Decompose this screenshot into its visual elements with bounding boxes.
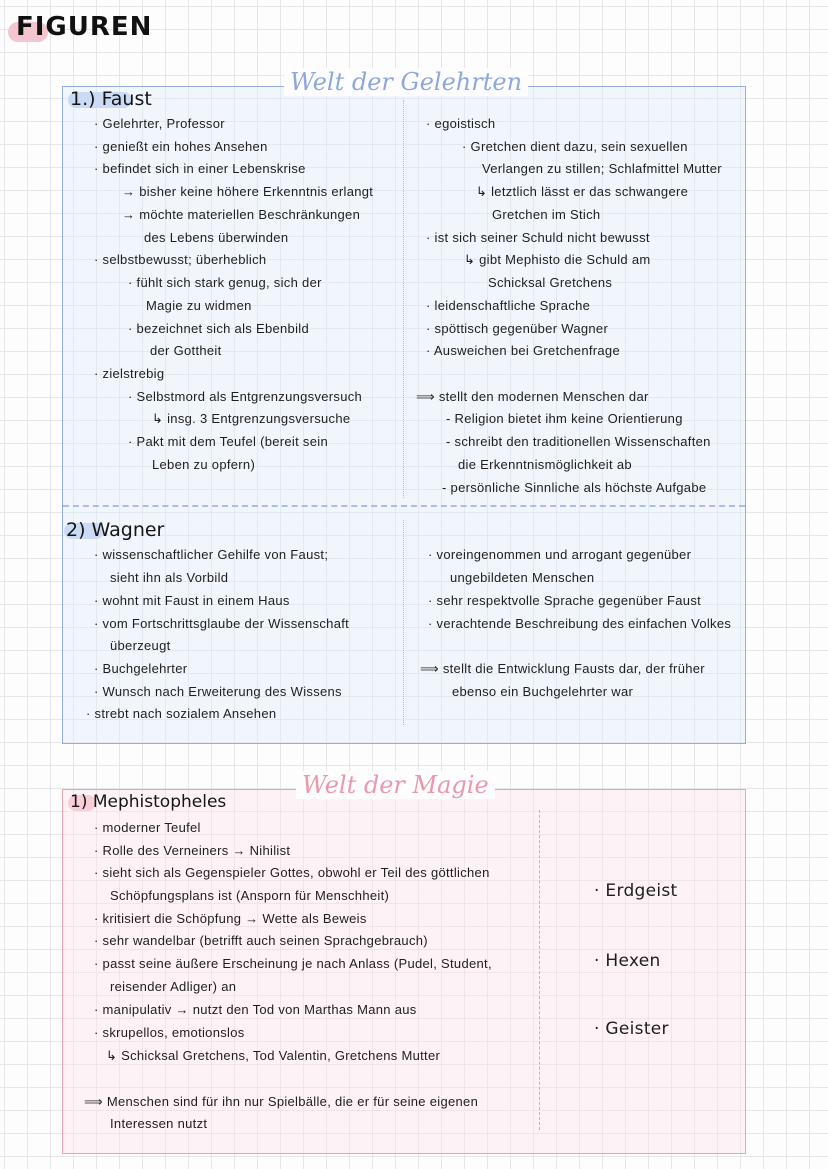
mephisto-line: · sieht sich als Gegenspieler Gottes, obwohl er Teil des göttlichen	[94, 865, 490, 880]
faust-left-line: · befindet sich in einer Lebenskrise	[94, 161, 306, 176]
wagner-heading-text: 2) Wagner	[66, 519, 165, 541]
page-title-text: FIGUREN	[16, 12, 153, 42]
scholars-world-title: Welt der Gelehrten	[284, 68, 528, 96]
faust-left-line: Leben zu opfern)	[152, 457, 256, 472]
wagner-left-line: · Wunsch nach Erweiterung des Wissens	[94, 684, 342, 699]
mephisto-line: · manipulativ → nutzt den Tod von Marthas Mann aus	[94, 1002, 417, 1017]
mephisto-conclusion: ⟹ Menschen sind für ihn nur Spielbälle, die er für seine eigenen	[84, 1094, 479, 1109]
faust-right-line: - Religion bietet ihm keine Orientierung	[446, 411, 683, 426]
faust-left-line: · Pakt mit dem Teufel (bereit sein	[128, 434, 328, 449]
faust-left-line: · bezeichnet sich als Ebenbild	[128, 321, 309, 336]
magic-being-item: · Geister	[594, 1019, 669, 1039]
faust-left-line: ↳ insg. 3 Entgrenzungsversuche	[152, 411, 351, 426]
mephisto-heading	[70, 791, 226, 813]
magic-being-item: · Hexen	[594, 951, 661, 971]
wagner-heading	[66, 519, 164, 541]
faust-right-line: · Gretchen dient dazu, sein sexuellen	[462, 139, 688, 154]
faust-left-line: · selbstbewusst; überheblich	[94, 252, 267, 267]
wagner-conclusion: ⟹ stellt die Entwicklung Fausts dar, der früher	[420, 661, 705, 676]
faust-right-line: · leidenschaftliche Sprache	[426, 298, 591, 313]
wagner-left-line: · wissenschaftlicher Gehilfe von Faust;	[94, 547, 329, 562]
wagner-right-line: ungebildeten Menschen	[450, 570, 595, 585]
mephisto-line: reisender Adliger) an	[110, 979, 237, 994]
mephisto-line: · passt seine äußere Erscheinung je nach Anlass (Pudel, Student,	[94, 956, 492, 971]
faust-heading	[70, 88, 152, 110]
faust-left-line: · genießt ein hohes Ansehen	[94, 139, 268, 154]
faust-left-line: · zielstrebig	[94, 366, 165, 381]
wagner-left-line: · vom Fortschrittsglaube der Wissenschaft	[94, 616, 350, 631]
faust-left-line: Magie zu widmen	[146, 298, 252, 313]
wagner-left-line: überzeugt	[110, 638, 171, 653]
wagner-right-line: ebenso ein Buchgelehrter war	[452, 684, 634, 699]
faust-column-divider	[403, 100, 404, 498]
faust-right-line: · spöttisch gegenüber Wagner	[426, 321, 609, 336]
faust-right-line: · egoistisch	[426, 116, 496, 131]
faust-left-line: · Selbstmord als Entgrenzungsversuch	[128, 389, 363, 404]
faust-right-line: Verlangen zu stillen; Schlafmittel Mutter	[482, 161, 722, 176]
faust-left-line: · fühlt sich stark genug, sich der	[128, 275, 322, 290]
faust-right-line: ↳ gibt Mephisto die Schuld am	[464, 252, 651, 267]
page-title	[16, 12, 152, 42]
faust-right-line: · ist sich seiner Schuld nicht bewusst	[426, 230, 650, 245]
faust-left-line: → möchte materiellen Beschränkungen	[122, 207, 361, 222]
faust-right-line: - schreibt den traditionellen Wissenschaften	[446, 434, 711, 449]
wagner-left-line: · Buchgelehrter	[94, 661, 188, 676]
mephisto-line: · sehr wandelbar (betrifft auch seinen Sprachgebrauch)	[94, 933, 428, 948]
wagner-right-line: · sehr respektvolle Sprache gegenüber Faust	[428, 593, 702, 608]
faust-left-line: des Lebens überwinden	[144, 230, 289, 245]
faust-right-line: ↳ letztlich lässt er das schwangere	[476, 184, 689, 199]
faust-right-line: - persönliche Sinnliche als höchste Aufgabe	[442, 480, 707, 495]
mephisto-line: · skrupellos, emotionslos	[94, 1025, 245, 1040]
faust-left-line: der Gottheit	[150, 343, 222, 358]
faust-right-line: Gretchen im Stich	[492, 207, 601, 222]
magic-being-item: · Erdgeist	[594, 881, 678, 901]
wagner-right-line: · verachtende Beschreibung des einfachen Volkes	[428, 616, 732, 631]
mephisto-column-divider	[539, 810, 540, 1130]
wagner-left-line: sieht ihn als Vorbild	[110, 570, 229, 585]
faust-conclusion: ⟹ stellt den modernen Menschen dar	[416, 389, 649, 404]
mephisto-line: ↳ Schicksal Gretchens, Tod Valentin, Gretchens Mutter	[106, 1048, 441, 1063]
faust-left-line: · Gelehrter, Professor	[94, 116, 225, 131]
faust-left-line: → bisher keine höhere Erkenntnis erlangt	[122, 184, 374, 199]
faust-right-line: Schicksal Gretchens	[488, 275, 613, 290]
faust-right-line: · Ausweichen bei Gretchenfrage	[426, 343, 620, 358]
mephisto-line: Interessen nutzt	[110, 1116, 208, 1131]
section-divider	[63, 505, 745, 507]
faust-heading-text: 1.) Faust	[70, 88, 152, 110]
wagner-left-line: · strebt nach sozialem Ansehen	[86, 706, 277, 721]
mephisto-heading-text: 1) Mephistopheles	[70, 792, 227, 812]
mephisto-line: Schöpfungsplans ist (Ansporn für Menschheit)	[110, 888, 390, 903]
magic-world-title: Welt der Magie	[296, 771, 495, 799]
wagner-column-divider	[403, 520, 404, 725]
mephisto-line: · moderner Teufel	[94, 820, 201, 835]
wagner-right-line: · voreingenommen und arrogant gegenüber	[428, 547, 692, 562]
mephisto-line: · kritisiert die Schöpfung → Wette als Beweis	[94, 911, 367, 926]
mephisto-line: · Rolle des Verneiners → Nihilist	[94, 843, 291, 858]
wagner-left-line: · wohnt mit Faust in einem Haus	[94, 593, 290, 608]
faust-right-line: die Erkenntnismöglichkeit ab	[458, 457, 632, 472]
